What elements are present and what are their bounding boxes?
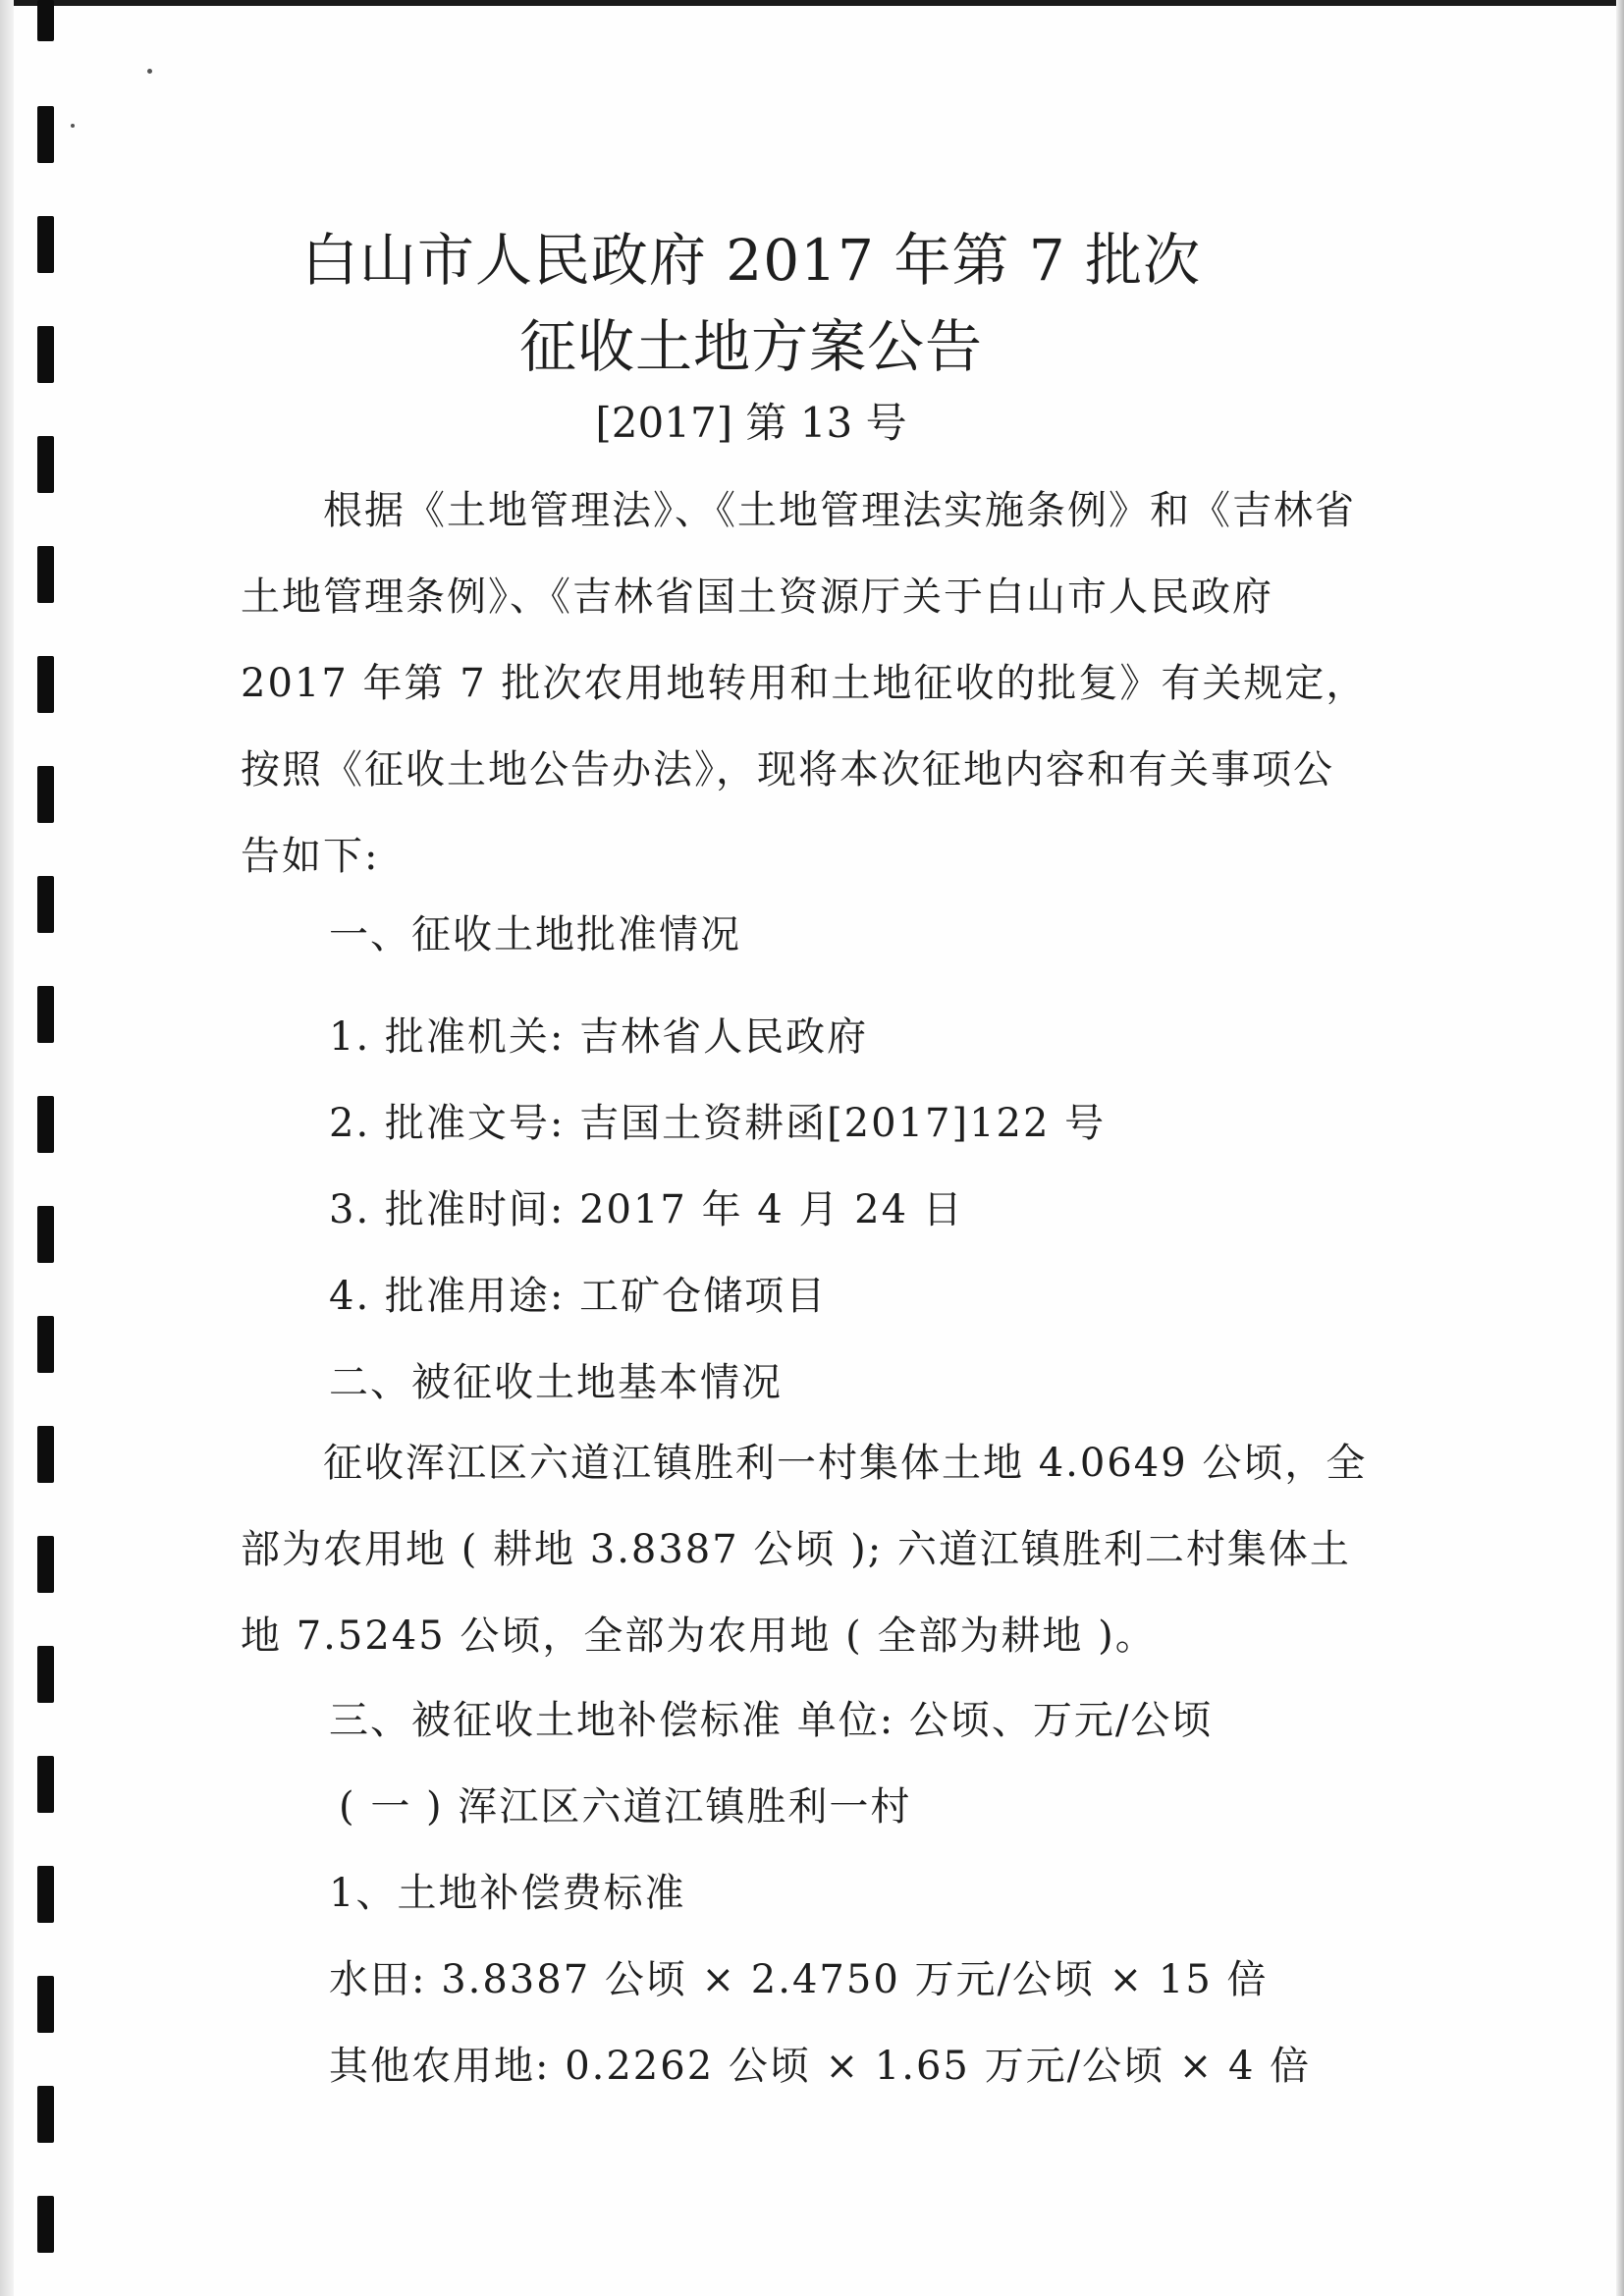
section-2-paragraph: 征收浑江区六道江镇胜利一村集体土地 4.0649 公顷，全部为农用地 ( 耕地 3.8387 公顷 ); 六道江镇胜利二村集体土地 7.5245 公顷，全部为农用地 ( 全部为耕地 )。 [241, 1441, 1368, 1659]
binding-mark [37, 656, 54, 713]
binding-mark [37, 986, 54, 1043]
approval-purpose-item: 4. 批准用途: 工矿仓储项目 [329, 1274, 828, 1319]
binding-mark [37, 1756, 54, 1813]
document-title-line-1: 白山市人民政府 2017 年第 7 批次 [300, 227, 1202, 294]
binding-mark [37, 1206, 54, 1263]
scan-top-edge [0, 0, 1624, 6]
binding-mark [37, 876, 54, 933]
binding-mark [37, 766, 54, 823]
land-compensation-heading: 1、土地补偿费标准 [329, 1871, 686, 1916]
binding-mark [37, 1426, 54, 1483]
binding-mark [37, 0, 54, 41]
paddy-field-compensation: 水田: 3.8387 公顷 × 2.4750 万元/公顷 × 15 倍 [329, 1957, 1269, 2002]
approval-document-number-item: 2. 批准文号: 吉国土资耕函[2017]122 号 [329, 1101, 1107, 1146]
scan-speck [71, 124, 75, 128]
section-1-heading: 一、征收土地批准情况 [329, 912, 741, 957]
binding-mark [37, 1976, 54, 2033]
approval-authority-item: 1. 批准机关: 吉林省人民政府 [329, 1014, 869, 1060]
section-2-heading: 二、被征收土地基本情况 [329, 1360, 783, 1405]
scan-speck [147, 69, 152, 74]
binding-mark [37, 2196, 54, 2253]
binding-mark [37, 2086, 54, 2143]
binding-mark [37, 1866, 54, 1923]
document-title-line-2: 征收土地方案公告 [518, 313, 983, 380]
approval-date-item: 3. 批准时间: 2017 年 4 月 24 日 [329, 1187, 964, 1232]
binding-mark [37, 546, 54, 603]
binding-mark [37, 1536, 54, 1593]
subsection-1-heading: ( 一 ) 浑江区六道江镇胜利一村 [339, 1784, 912, 1830]
binding-mark [37, 1316, 54, 1373]
scan-right-edge [1616, 0, 1624, 2296]
section-3-heading: 三、被征收土地补偿标准 单位: 公顷、万元/公顷 [329, 1698, 1214, 1743]
binding-mark [37, 1096, 54, 1153]
intro-paragraph: 根据《土地管理法》、《土地管理法实施条例》和《吉林省土地管理条例》、《吉林省国土资源厅关于白山市人民政府 2017 年第 7 批次农用地转用和土地征收的批复》有关规定，按照《征收土地公告办法》，现将本次征地内容和有关事项公告如下: [241, 488, 1368, 879]
binding-mark [37, 1646, 54, 1703]
binding-mark [37, 106, 54, 163]
document-number: [2017] 第 13 号 [595, 399, 907, 447]
other-farmland-compensation: 其他农用地: 0.2262 公顷 × 1.65 万元/公顷 × 4 倍 [329, 2044, 1312, 2089]
